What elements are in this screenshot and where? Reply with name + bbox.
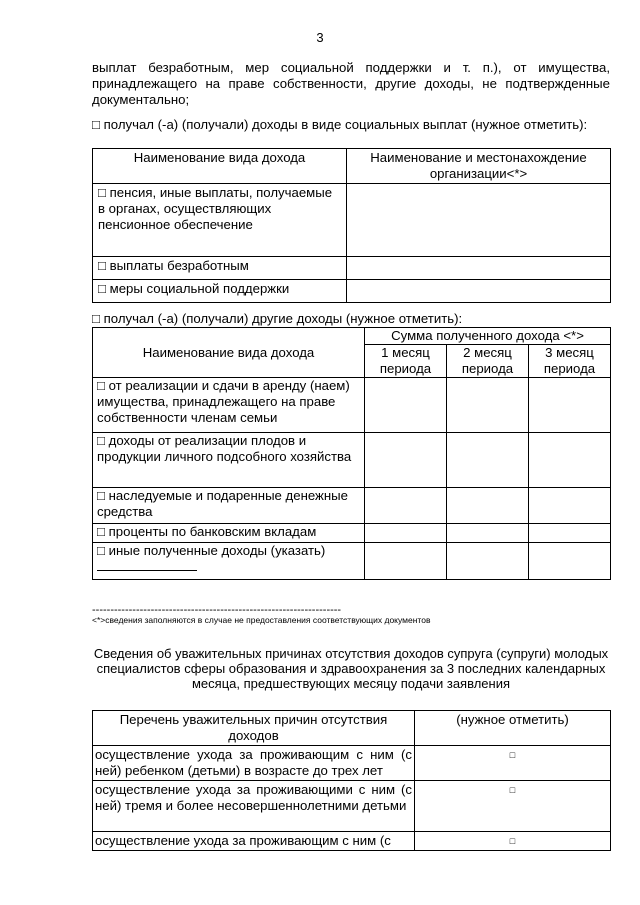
header-income-type: Наименование вида дохода bbox=[93, 149, 347, 184]
table-row bbox=[93, 488, 611, 524]
header-month-1: 1 месяц периода bbox=[365, 345, 447, 378]
reason-text: осуществление ухода за проживающим с ним (с bbox=[93, 832, 415, 851]
amount-cell[interactable] bbox=[365, 433, 447, 488]
amount-cell[interactable] bbox=[447, 524, 529, 543]
footnote: <*>сведения заполняются в случае не предоставления соответствующих документов bbox=[92, 615, 431, 625]
table-row bbox=[93, 832, 611, 851]
table-header-row bbox=[93, 711, 611, 746]
reason-checkbox[interactable]: □ bbox=[415, 781, 611, 832]
amount-cell[interactable] bbox=[529, 543, 611, 580]
table-row bbox=[93, 257, 611, 280]
header-organization: Наименование и местонахождение организации<*> bbox=[347, 149, 611, 184]
specify-fill-line[interactable] bbox=[97, 560, 197, 571]
organization-cell[interactable] bbox=[347, 257, 611, 280]
reasons-title: Сведения об уважительных причинах отсутствия доходов супруга (супруги) молодых специалистов сферы образования и здравоохранения за 3 последних календарных месяца, предшествующих месяцу подачи заявления bbox=[93, 646, 609, 691]
header-mark: (нужное отметить) bbox=[415, 711, 611, 746]
amount-cell[interactable] bbox=[447, 488, 529, 524]
reasons-table bbox=[92, 710, 611, 851]
intro-paragraph: выплат безработным, мер социальной поддержки и т. п.), от имущества, принадлежащего на праве собственности, другие доходы, не подтвержденные документально; bbox=[92, 60, 610, 107]
reason-text: осуществление ухода за проживающими с ним (с ней) тремя и более несовершеннолетними детьми bbox=[93, 781, 415, 832]
header-reasons: Перечень уважительных причин отсутствия доходов bbox=[93, 711, 415, 746]
amount-cell[interactable] bbox=[365, 378, 447, 433]
row-label: □ наследуемые и подаренные денежные средства bbox=[93, 488, 365, 524]
table-row bbox=[93, 781, 611, 832]
amount-cell[interactable] bbox=[365, 543, 447, 580]
table-row bbox=[93, 433, 611, 488]
reason-text: осуществление ухода за проживающим с ним (с ней) ребенком (детьми) в возрасте до трех лет bbox=[93, 746, 415, 781]
reason-checkbox[interactable]: □ bbox=[415, 832, 611, 851]
table-header-row bbox=[93, 328, 611, 345]
row-label-other bbox=[93, 543, 365, 580]
row-label: □ пенсия, иные выплаты, получаемые в органах, осуществляющих пенсионное обеспечение bbox=[93, 184, 347, 257]
table-row bbox=[93, 378, 611, 433]
amount-cell[interactable] bbox=[447, 543, 529, 580]
row-label: □ проценты по банковским вкладам bbox=[93, 524, 365, 543]
other-income-prompt: □ получал (-а) (получали) другие доходы (нужное отметить): bbox=[92, 311, 463, 326]
amount-cell[interactable] bbox=[447, 378, 529, 433]
amount-cell[interactable] bbox=[529, 378, 611, 433]
header-month-2: 2 месяц периода bbox=[447, 345, 529, 378]
table-header-row bbox=[93, 149, 611, 184]
table-row bbox=[93, 524, 611, 543]
row-label: □ меры социальной поддержки bbox=[93, 280, 347, 303]
footnote-separator: -------------------------------------------------------------------- bbox=[92, 604, 342, 616]
other-income-table bbox=[92, 327, 611, 580]
amount-cell[interactable] bbox=[529, 433, 611, 488]
table-row bbox=[93, 280, 611, 303]
table-row bbox=[93, 184, 611, 257]
organization-cell[interactable] bbox=[347, 280, 611, 303]
row-label: □ выплаты безработным bbox=[93, 257, 347, 280]
row-label: □ от реализации и сдачи в аренду (наем) имущества, принадлежащего на праве собственности членам семьи bbox=[93, 378, 365, 433]
amount-cell[interactable] bbox=[365, 488, 447, 524]
reason-checkbox[interactable]: □ bbox=[415, 746, 611, 781]
amount-cell[interactable] bbox=[447, 433, 529, 488]
amount-cell[interactable] bbox=[529, 488, 611, 524]
table-row bbox=[93, 543, 611, 580]
header-income-type: Наименование вида дохода bbox=[93, 328, 365, 378]
header-month-3: 3 месяц периода bbox=[529, 345, 611, 378]
social-income-table bbox=[92, 148, 611, 303]
table-row bbox=[93, 746, 611, 781]
page-number: 3 bbox=[316, 30, 324, 45]
social-income-prompt: □ получал (-а) (получали) доходы в виде социальных выплат (нужное отметить): bbox=[92, 117, 588, 132]
row-label: □ иные полученные доходы (указать) bbox=[97, 543, 326, 558]
organization-cell[interactable] bbox=[347, 184, 611, 257]
amount-cell[interactable] bbox=[529, 524, 611, 543]
row-label: □ доходы от реализации плодов и продукции личного подсобного хозяйства bbox=[93, 433, 365, 488]
amount-cell[interactable] bbox=[365, 524, 447, 543]
header-sum: Сумма полученного дохода <*> bbox=[365, 328, 611, 345]
